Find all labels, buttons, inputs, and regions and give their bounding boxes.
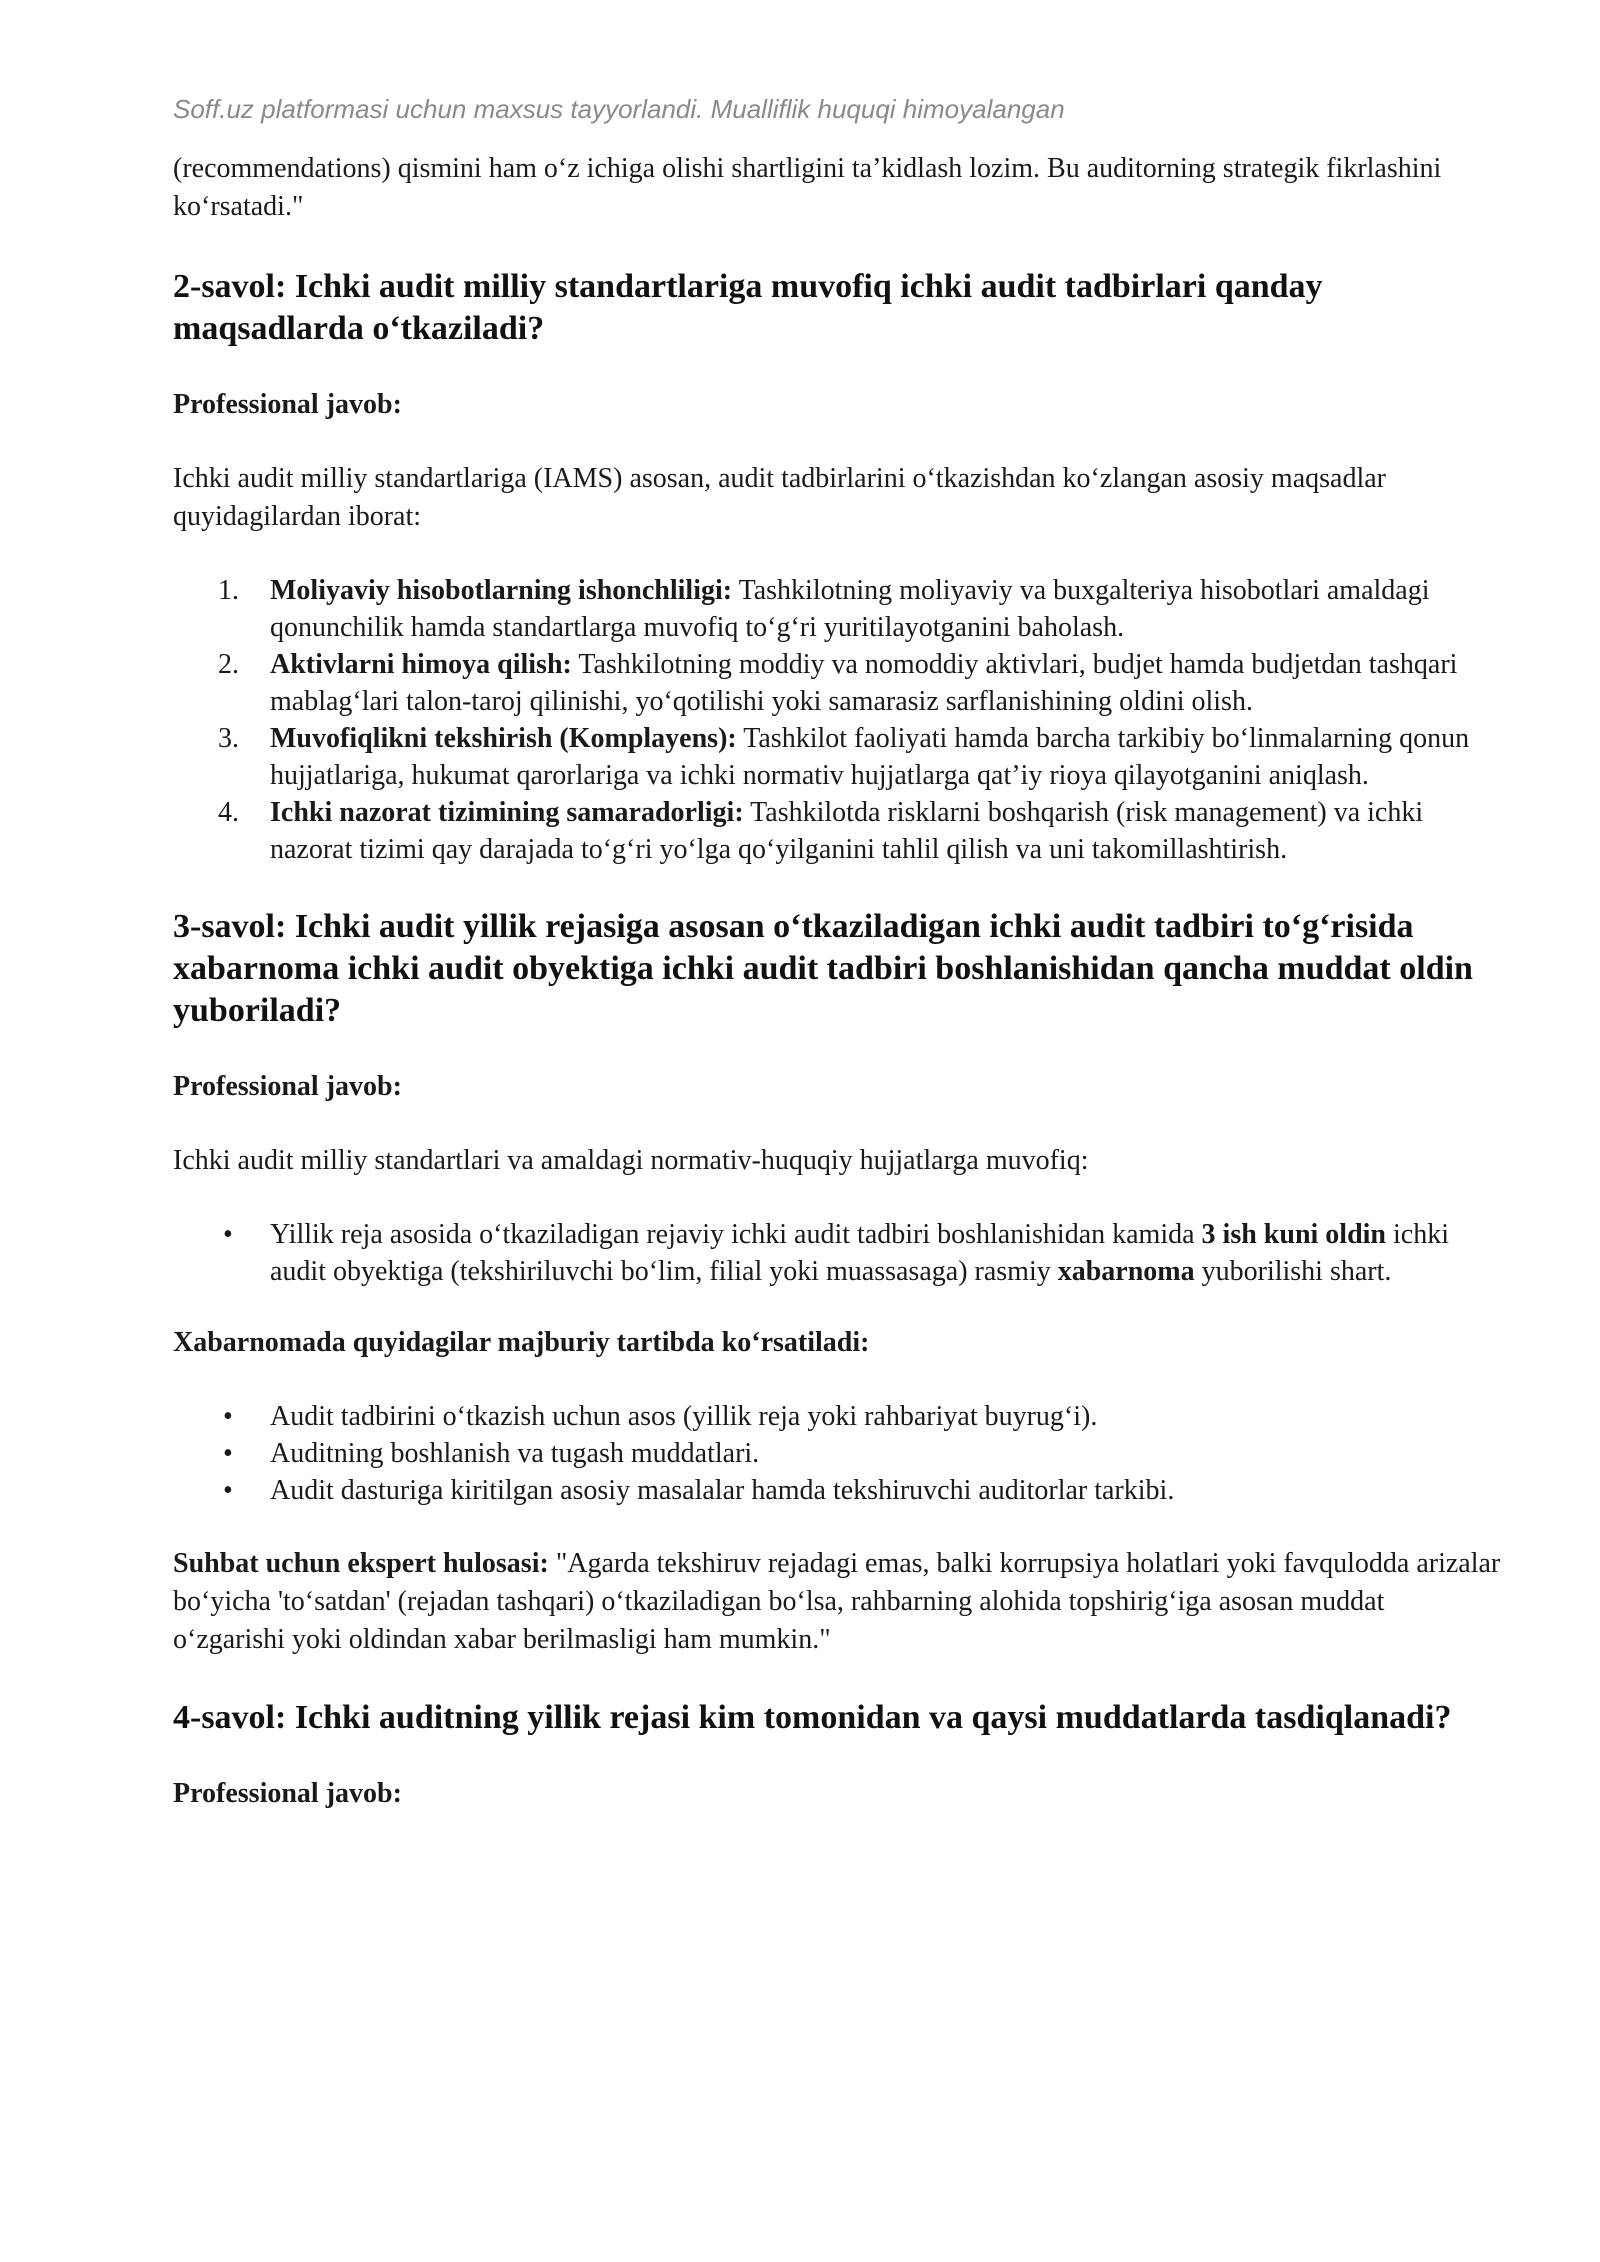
question-2-intro: Ichki audit milliy standartlariga (IAMS) asosan, audit tadbirlarini o‘tkazishdan ko‘zlangan asosiy maqsadlar quyidagilardan iborat: — [173, 463, 1386, 532]
question-2-answer-label: Professional javob: — [173, 389, 402, 420]
bullet-icon: • — [223, 1438, 233, 1469]
list-item-term: Muvofiqlikni tekshirish (Komplayens): — [270, 723, 737, 754]
list-item-term: Ichki nazorat tizimining samaradorligi: — [270, 797, 744, 828]
list-number: 2. — [218, 649, 239, 680]
bullet-icon: • — [223, 1401, 233, 1432]
bullet-bold-notice: xabarnoma — [1057, 1256, 1195, 1287]
bullet-bold-deadline: 3 ish kuni oldin — [1201, 1219, 1386, 1250]
list-item — [173, 1216, 1503, 1290]
question-3-requirement-list — [173, 1216, 1503, 1290]
bullet-text-part: yuborilishi shart. — [1194, 1256, 1392, 1287]
list-item — [173, 794, 1503, 868]
bullet-text-part: Yillik reja asosida o‘tkaziladigan rejaviy ichki audit tadbiri boshlanishidan kamida — [270, 1219, 1202, 1250]
list-number: 1. — [218, 575, 239, 606]
list-item-term: Moliyaviy hisobotlarning ishonchliligi: — [270, 575, 733, 606]
question-4-title: 4-savol: Ichki auditning yillik rejasi kim tomonidan va qaysi muddatlarda tasdiqlanadi? — [173, 1699, 1452, 1736]
list-item-text: Tashkilotning moliyaviy va buxgalteriya hisobotlari amaldagi qonunchilik hamda standartlarga muvofiq to‘g‘ri yuritilayotganini baholash. — [270, 575, 1430, 643]
watermark-header: Soff.uz platformasi uchun maxsus tayyorlandi. Mualliflik huquqi himoyalangan — [173, 94, 1065, 124]
notice-items-list — [173, 1398, 1503, 1509]
list-item-text: Audit dasturiga kiritilgan asosiy masalalar hamda tekshiruvchi auditorlar tarkibi. — [270, 1475, 1175, 1506]
bullet-icon: • — [223, 1219, 233, 1250]
question-2-title: 2-savol: Ichki audit milliy standartlariga muvofiq ichki audit tadbirlari qanday maqsadlarda o‘tkaziladi? — [173, 268, 1323, 347]
intro-paragraph: (recommendations) qismini ham o‘z ichiga olishi shartligini ta’kidlash lozim. Bu auditorning strategik fikrlashini ko‘rsatadi." — [173, 153, 1442, 222]
list-number: 4. — [218, 797, 239, 828]
question-3-title: 3-savol: Ichki audit yillik rejasiga asosan o‘tkaziladigan ichki audit tadbiri to‘g‘risida xabarnoma ichki audit obyektiga ichki audit tadbiri boshlanishidan qancha muddat oldin yuboriladi? — [173, 908, 1473, 1029]
question-2-goal-list — [173, 572, 1503, 868]
bullet-text-part: ichki audit obyektiga (tekshiriluvchi bo‘lim, filial yoki muassasaga) rasmiy — [270, 1219, 1449, 1287]
list-item-text: Audit tadbirini o‘tkazish uchun asos (yillik reja yoki rahbariyat buyrug‘i). — [270, 1401, 1098, 1432]
list-item-text: Tashkilot faoliyati hamda barcha tarkibiy bo‘linmalarning qonun hujjatlariga, hukumat qarorlariga va ichki normativ hujjatlarga qat’iy rioya qilayotganini aniqlash. — [270, 723, 1470, 791]
list-item — [173, 572, 1503, 646]
list-item-text: Auditning boshlanish va tugash muddatlari. — [270, 1438, 760, 1469]
expert-conclusion — [173, 1545, 1503, 1659]
bullet-icon: • — [223, 1475, 233, 1506]
list-item-text: Tashkilotning moddiy va nomoddiy aktivlari, budjet hamda budjetdan tashqari mablag‘lari talon-taroj qilinishi, yo‘qotilishi yoki samarasiz sarflanishining oldini olish. — [270, 649, 1458, 717]
list-item — [173, 1435, 1503, 1472]
list-number: 3. — [218, 723, 239, 754]
list-item-term: Aktivlarni himoya qilish: — [270, 649, 572, 680]
list-item-text: Tashkilotda risklarni boshqarish (risk management) va ichki nazorat tizimi qay darajada to‘g‘ri yo‘lga qo‘yilganini tahlil qilish va uni takomillashtirish. — [270, 797, 1424, 865]
question-3-intro: Ichki audit milliy standartlari va amaldagi normativ-huquqiy hujjatlarga muvofiq: — [173, 1145, 1089, 1176]
document-content — [173, 150, 1503, 1813]
list-item — [173, 1472, 1503, 1509]
list-item — [173, 646, 1503, 720]
notice-heading: Xabarnomada quyidagilar majburiy tartibda ko‘rsatiladi: — [173, 1327, 870, 1358]
expert-conclusion-text: "Agarda tekshiruv rejadagi emas, balki korrupsiya holatlari yoki favqulodda arizalar bo‘yicha 'to‘satdan' (rejadan tashqari) o‘tkaziladigan bo‘lsa, rahbarning alohida topshirig‘iga asosan muddat o‘zgarishi yoki oldindan xabar berilmasligi ham mumkin." — [173, 1548, 1501, 1655]
list-item — [173, 720, 1503, 794]
expert-conclusion-label: Suhbat uchun ekspert hulosasi: — [173, 1548, 549, 1579]
list-item — [173, 1398, 1503, 1435]
question-3-answer-label: Professional javob: — [173, 1071, 402, 1102]
question-4-answer-label: Professional javob: — [173, 1778, 402, 1809]
